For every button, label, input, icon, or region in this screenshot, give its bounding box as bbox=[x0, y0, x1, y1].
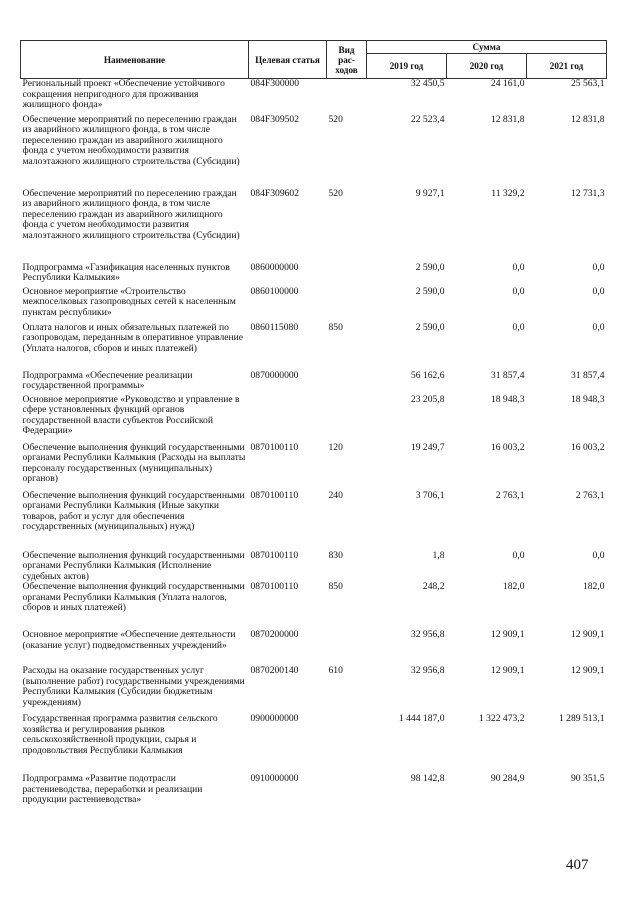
row-sum-2020: 0,0 bbox=[512, 261, 525, 273]
row-sum-2021: 18 948,3 bbox=[570, 393, 605, 405]
row-sum-2021: 31 857,4 bbox=[570, 369, 605, 381]
row-sum-2021: 16 003,2 bbox=[570, 441, 605, 453]
row-name: Основное мероприятие «Строительство межпоселковых газопроводных сетей к населенным пунктам республики» bbox=[22, 285, 236, 318]
row-sum-2019: 98 142,8 bbox=[410, 773, 445, 785]
row-sum-2020: 90 284,9 bbox=[490, 773, 525, 785]
table-row bbox=[21, 774, 607, 810]
row-sum-2019: 2 590,0 bbox=[415, 261, 445, 273]
row-sum-2021: 12 909,1 bbox=[570, 665, 605, 677]
row-name: Подпрограмма «Газификация населенных пунктов Республики Калмыкия» bbox=[22, 261, 230, 284]
row-expense-kind bbox=[327, 79, 367, 115]
row-sum-2020: 12 909,1 bbox=[490, 629, 525, 641]
row-expense-kind: 520 bbox=[328, 113, 343, 125]
table-row bbox=[21, 491, 607, 551]
row-sum-2019: 23 205,8 bbox=[410, 393, 445, 405]
row-sum-2020: 2 763,1 bbox=[495, 489, 525, 501]
row-name: Основное мероприятие «Руководство и управление в сфере установленных функций органов государственной власти субъектов Российской Федерации» bbox=[22, 393, 240, 437]
row-sum-2021: 12 831,8 bbox=[570, 113, 605, 125]
row-target-code: 0870200000 bbox=[250, 629, 299, 641]
row-target-code: 0900000000 bbox=[250, 713, 299, 725]
row-name: Обеспечение выполнения функций государственными органами Республики Калмыкия (Расходы на выплаты персоналу государственных (муниципальных) органов) bbox=[22, 441, 246, 485]
header-name: Наименование bbox=[21, 41, 249, 79]
row-sum-2021: 0,0 bbox=[592, 261, 605, 273]
row-expense-kind: 850 bbox=[328, 581, 343, 593]
row-sum-2019: 9 927,1 bbox=[415, 187, 445, 199]
header-year-2019: 2019 год bbox=[367, 54, 447, 79]
table-row bbox=[21, 666, 607, 714]
row-sum-2021: 0,0 bbox=[592, 549, 605, 561]
row-sum-2021: 12 909,1 bbox=[570, 629, 605, 641]
table-row bbox=[21, 714, 607, 774]
row-sum-2021: 0,0 bbox=[592, 285, 605, 297]
row-expense-kind bbox=[327, 395, 367, 443]
row-name: Региональный проект «Обеспечение устойчивого сокращения непригодного для проживания жилищного фонда» bbox=[22, 78, 225, 111]
row-sum-2019: 32 956,8 bbox=[410, 629, 445, 641]
table-row bbox=[21, 79, 607, 115]
row-sum-2021: 12 731,3 bbox=[570, 187, 605, 199]
row-name: Подпрограмма «Обеспечение реализации государственной программы» bbox=[22, 369, 193, 392]
row-target-code: 0870100110 bbox=[250, 441, 299, 453]
row-target-code: 084F309602 bbox=[250, 187, 300, 199]
row-name: Обеспечение мероприятий по переселению граждан из аварийного жилищного фонда, в том числе переселению граждан из аварийного жилищного фонда с учетом необходимости развития малоэтажного жилищного строительства (Субсидии) bbox=[22, 113, 240, 167]
header-year-2021: 2021 год bbox=[527, 54, 607, 79]
row-sum-2021: 25 563,1 bbox=[570, 78, 605, 89]
table-row bbox=[21, 115, 607, 189]
row-sum-2020: 16 003,2 bbox=[490, 441, 525, 453]
table-row bbox=[21, 395, 607, 443]
row-name: Подпрограмма «Развитие подотрасли растениеводства, переработки и реализации продукции растениеводства» bbox=[22, 773, 203, 806]
row-sum-2019: 19 249,7 bbox=[410, 441, 445, 453]
row-target-code: 084F309502 bbox=[250, 113, 300, 125]
row-sum-2019: 32 450,5 bbox=[410, 78, 445, 89]
row-sum-2020: 182,0 bbox=[502, 581, 525, 593]
row-name: Обеспечение выполнения функций государственными органами Республики Калмыкия (Иные закупки товаров, работ и услуг для обеспечения государственных (муниципальных) нужд) bbox=[22, 489, 245, 533]
row-target-code: 0860115080 bbox=[250, 321, 299, 333]
row-target-code: 0860100000 bbox=[250, 285, 299, 297]
row-sum-2019: 3 706,1 bbox=[415, 489, 445, 501]
row-sum-2019: 2 590,0 bbox=[415, 321, 445, 333]
row-sum-2021: 2 763,1 bbox=[575, 489, 605, 501]
header-year-2020: 2020 год bbox=[447, 54, 527, 79]
row-sum-2020: 31 857,4 bbox=[490, 369, 525, 381]
row-expense-kind bbox=[327, 263, 367, 287]
row-sum-2020: 12 831,8 bbox=[490, 113, 525, 125]
table-row bbox=[21, 263, 607, 287]
row-sum-2020: 11 329,2 bbox=[491, 187, 525, 199]
row-sum-2021: 182,0 bbox=[582, 581, 605, 593]
table-row bbox=[21, 582, 607, 630]
row-expense-kind bbox=[327, 714, 367, 774]
row-target-code: 0860000000 bbox=[250, 261, 299, 273]
row-sum-2020: 1 322 473,2 bbox=[478, 713, 525, 725]
row-expense-kind bbox=[327, 287, 367, 323]
row-name: Государственная программа развития сельского хозяйства и регулирования рынков сельскохозяйственной продукции, сырья и продовольствия Республики Калмыкия bbox=[22, 713, 218, 757]
row-expense-kind: 610 bbox=[328, 665, 343, 677]
row-sum-2020: 18 948,3 bbox=[490, 393, 525, 405]
table-row bbox=[21, 443, 607, 491]
row-target-code: 0910000000 bbox=[250, 773, 299, 785]
row-sum-2020: 12 909,1 bbox=[490, 665, 525, 677]
row-sum-2020: 24 161,0 bbox=[490, 78, 525, 89]
row-sum-2019: 56 162,6 bbox=[410, 369, 445, 381]
row-expense-kind: 120 bbox=[328, 441, 343, 453]
row-target-code: 0870000000 bbox=[250, 369, 299, 381]
row-target-code bbox=[249, 395, 327, 443]
row-expense-kind: 520 bbox=[328, 187, 343, 199]
row-target-code: 0870100110 bbox=[250, 489, 299, 501]
row-sum-2019: 22 523,4 bbox=[410, 113, 445, 125]
row-name: Основное мероприятие «Обеспечение деятельности (оказание услуг) подведомственных учреждений» bbox=[22, 629, 236, 651]
row-target-code: 0870200140 bbox=[250, 665, 299, 677]
row-sum-2021: 1 289 513,1 bbox=[558, 713, 605, 725]
row-target-code: 0870100110 bbox=[250, 549, 299, 561]
row-target-code: 084F300000 bbox=[250, 78, 300, 89]
row-expense-kind bbox=[327, 630, 367, 666]
table-row bbox=[21, 371, 607, 395]
page-number: 407 bbox=[566, 857, 589, 873]
row-expense-kind: 850 bbox=[328, 321, 343, 333]
row-sum-2021: 90 351,5 bbox=[570, 773, 605, 785]
row-expense-kind bbox=[327, 371, 367, 395]
table-row bbox=[21, 551, 607, 583]
budget-table bbox=[20, 40, 607, 810]
table-row bbox=[21, 323, 607, 371]
table-row bbox=[21, 630, 607, 666]
row-sum-2019: 32 956,8 bbox=[410, 665, 445, 677]
row-sum-2019: 1,8 bbox=[432, 549, 445, 561]
table-body bbox=[21, 79, 607, 811]
row-name: Оплата налогов и иных обязательных платежей по газопроводам, переданным в оперативное управление (Уплата налогов, сборов и иных платежей) bbox=[22, 321, 244, 354]
row-target-code: 0870100110 bbox=[250, 581, 299, 593]
table-row bbox=[21, 287, 607, 323]
header-kind: Вид рас-ходов bbox=[327, 41, 367, 79]
row-expense-kind bbox=[327, 774, 367, 810]
header-target: Целевая статья bbox=[249, 41, 327, 79]
row-name: Обеспечение выполнения функций государственными органами Республики Калмыкия (Исполнение судебных актов) bbox=[22, 549, 245, 582]
table-header bbox=[21, 41, 607, 79]
row-sum-2021: 0,0 bbox=[592, 321, 605, 333]
row-name: Обеспечение выполнения функций государственными органами Республики Калмыкия (Уплата налогов, сборов и иных платежей) bbox=[22, 581, 245, 614]
row-sum-2020: 0,0 bbox=[512, 285, 525, 297]
row-sum-2020: 0,0 bbox=[512, 549, 525, 561]
row-sum-2019: 2 590,0 bbox=[415, 285, 445, 297]
table-row bbox=[21, 189, 607, 263]
row-sum-2019: 1 444 187,0 bbox=[398, 713, 445, 725]
row-name: Обеспечение мероприятий по переселению граждан из аварийного жилищного фонда, в том числе переселению граждан из аварийного жилищного фонда с учетом необходимости развития малоэтажного жилищного строительства (Субсидии) bbox=[22, 187, 240, 241]
row-expense-kind: 240 bbox=[328, 489, 343, 501]
row-sum-2019: 248,2 bbox=[422, 581, 445, 593]
row-name: Расходы на оказание государственных услуг (выполнение работ) государственными учреждениями Республики Калмыкия (Субсидии бюджетным учреждениям) bbox=[22, 665, 245, 709]
header-sum: Сумма bbox=[367, 41, 607, 54]
row-sum-2020: 0,0 bbox=[512, 321, 525, 333]
row-expense-kind: 830 bbox=[328, 549, 343, 561]
